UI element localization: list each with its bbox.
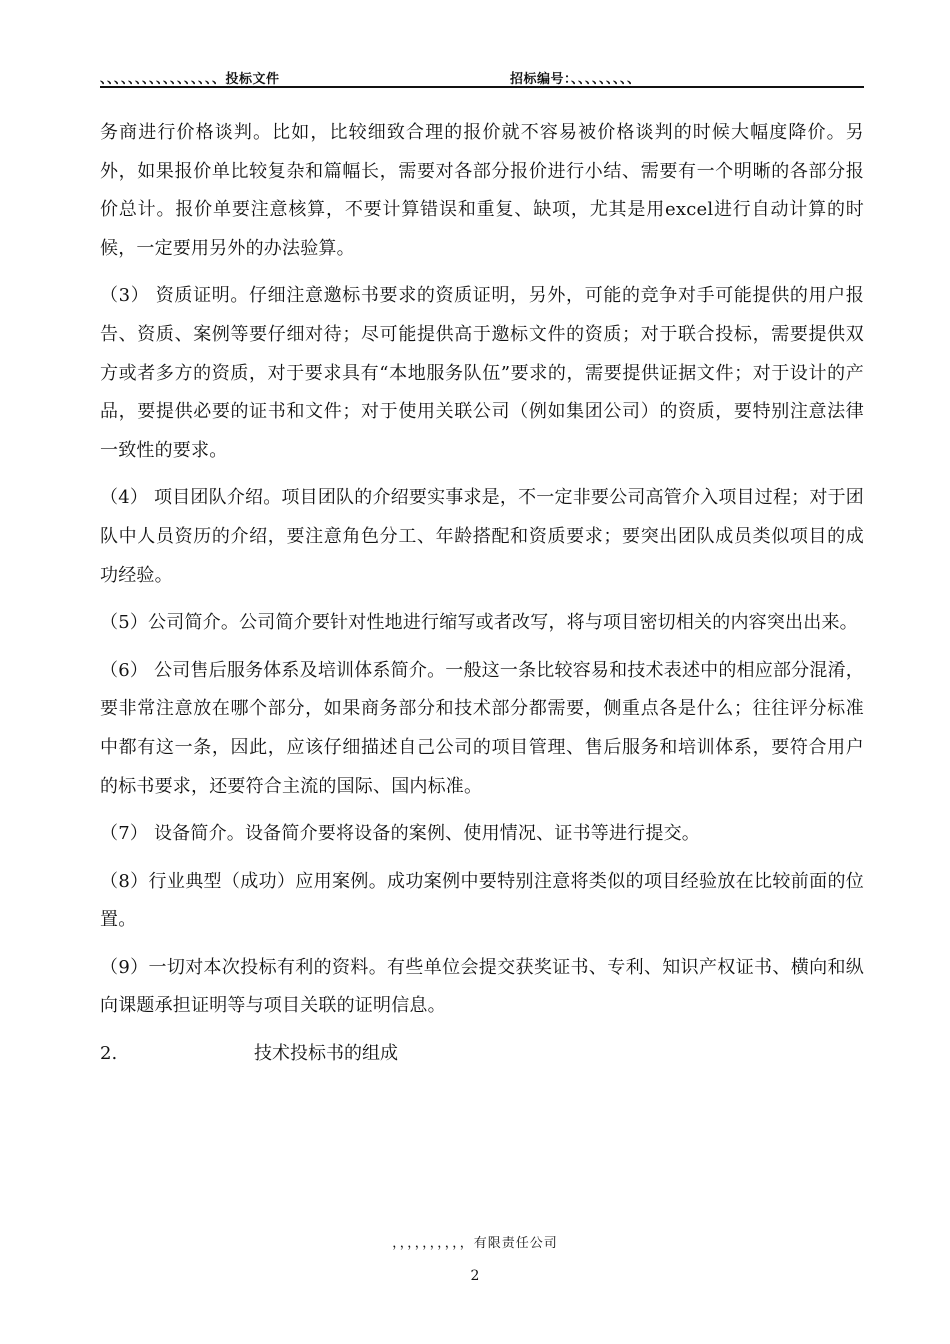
- page-header: [100, 66, 864, 88]
- section-title: 技术投标书的组成: [254, 1043, 398, 1065]
- paragraph-cases: （8）行业典型（成功）应用案例。成功案例中要特别注意将类似的项目经验放在比较前面的位置。: [100, 870, 864, 931]
- header-document-title: 、、、、、、、、、、、、、、、、、投标文件: [100, 72, 280, 87]
- document-body: [100, 114, 864, 1074]
- paragraph-company-profile: （5）公司简介。公司简介要针对性地进行缩写或者改写，将与项目密切相关的内容突出出来。: [100, 612, 858, 634]
- section-heading: [100, 1035, 864, 1074]
- paragraph-qualification: （3） 资质证明。仔细注意邀标书要求的资质证明，另外，可能的竞争对手可能提供的用户报告、资质、案例等要仔细对待；尽可能提供高于邀标文件的资质；对于联合投标，需要提供双方或者多方的资质，对于要求具有“本地服务队伍”要求的，需要提供证据文件；对于设计的产品，要提供必要的证书和文件；对于使用关联公司（例如集团公司）的资质，要特别注意法律一致性的要求。: [100, 285, 864, 461]
- paragraph-equipment: （7） 设备简介。设备简介要将设备的案例、使用情况、证书等进行提交。: [100, 823, 700, 845]
- section-number: 2.: [100, 1043, 118, 1065]
- paragraph-price-negotiation: 务商进行价格谈判。比如，比较细致合理的报价就不容易被价格谈判的时候大幅度降价。另外，如果报价单比较复杂和篇幅长，需要对各部分报价进行小结、需要有一个明晰的各部分报价总计。报价单要注意核算，不要计算错误和重复、缺项，尤其是用excel进行自动计算的时候，一定要用另外的办法验算。: [100, 122, 864, 259]
- paragraph-materials: （9）一切对本次投标有利的资料。有些单位会提交获奖证书、专利、知识产权证书、横向和纵向课题承担证明等与项目关联的证明信息。: [100, 956, 864, 1017]
- paragraph-after-sales: （6） 公司售后服务体系及培训体系简介。一般这一条比较容易和技术表述中的相应部分混淆，要非常注意放在哪个部分，如果商务部分和技术部分都需要，侧重点各是什么；往往评分标准中都有这一条，因此，应该仔细描述自己公司的项目管理、售后服务和培训体系，要符合用户的标书要求，还要符合主流的国际、国内标准。: [100, 659, 864, 797]
- page-number: 2: [470, 1268, 480, 1284]
- paragraph-team: （4） 项目团队介绍。项目团队的介绍要实事求是，不一定非要公司高管介入项目过程；对于团队中人员资历的介绍，要注意角色分工、年龄搭配和资质要求；要突出团队成员类似项目的成功经验。: [100, 487, 864, 586]
- page-footer: ，，，，，，，，，，有限责任公司: [392, 1236, 558, 1251]
- header-bid-number: 招标编号：、、、、、、、、、: [510, 72, 641, 87]
